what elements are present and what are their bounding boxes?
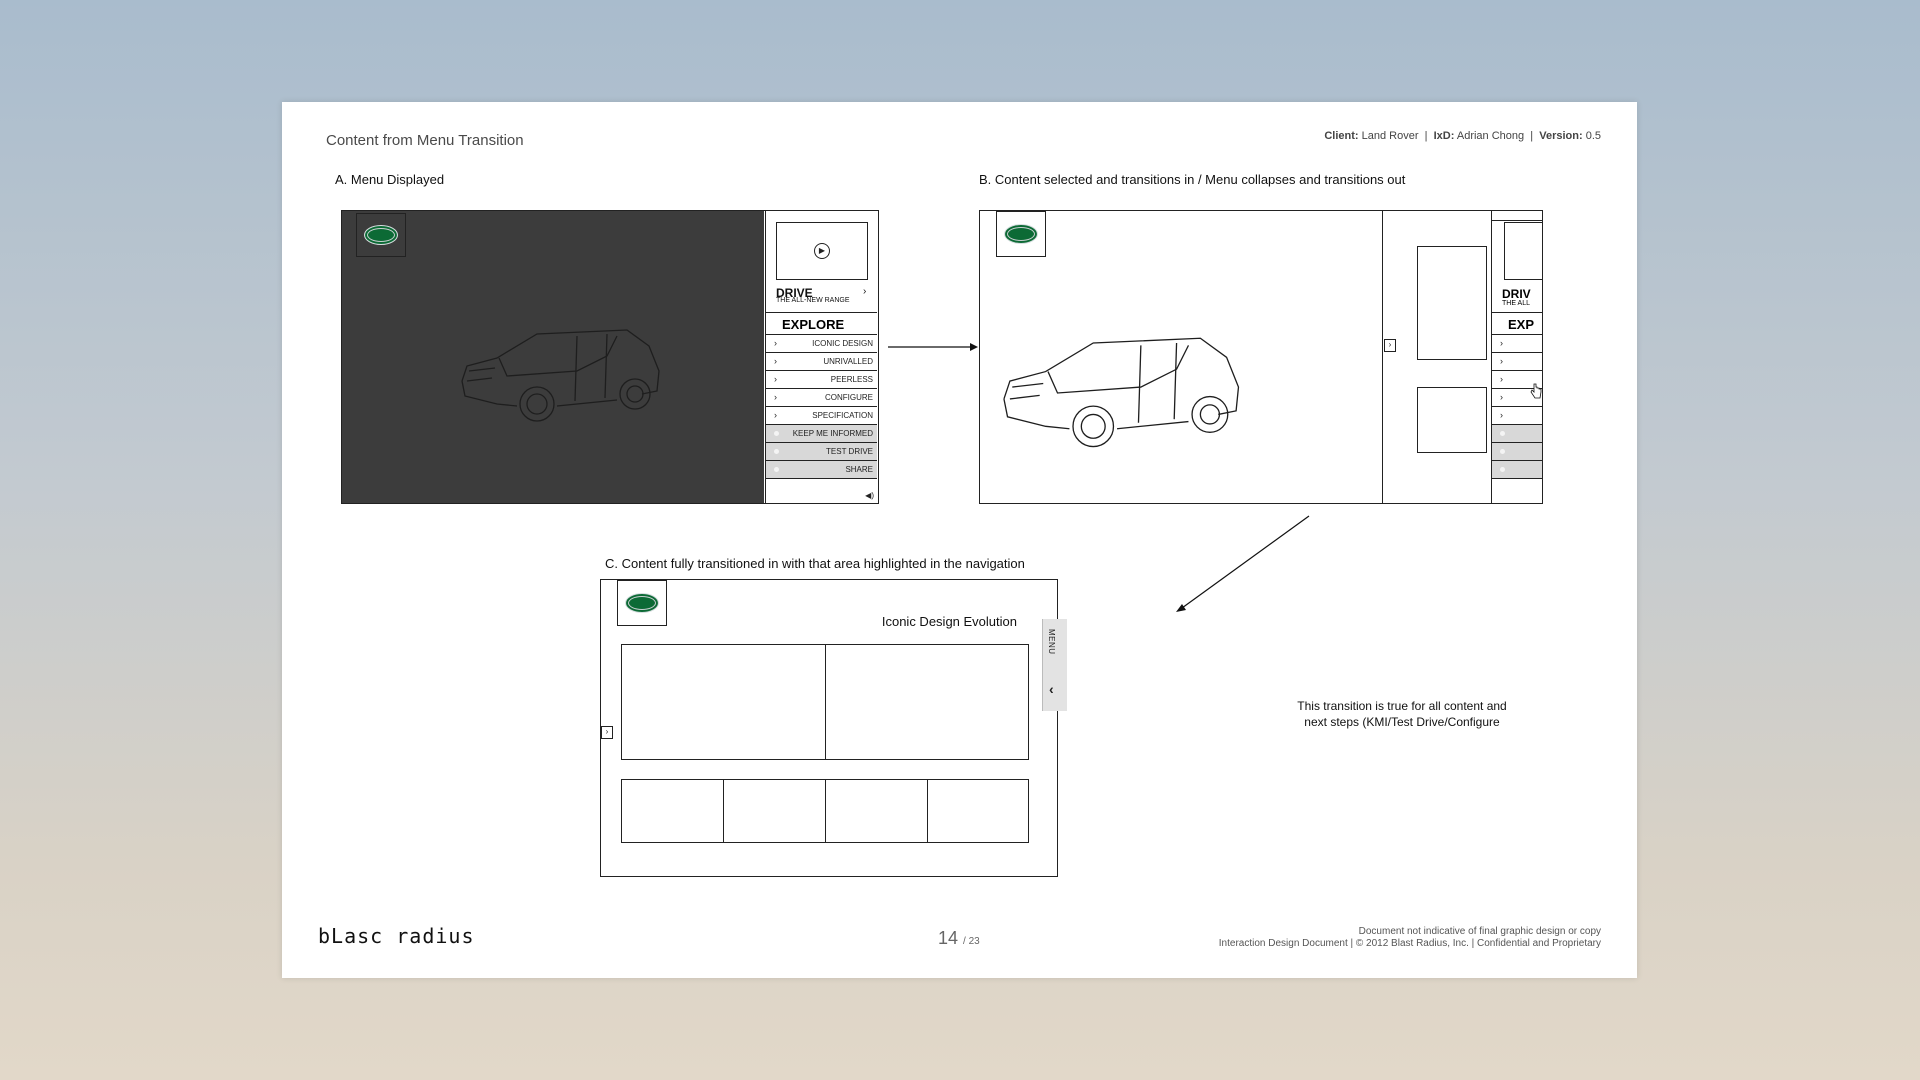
video-thumbnail[interactable] bbox=[1504, 222, 1542, 280]
menu-item[interactable] bbox=[1492, 407, 1542, 425]
explore-heading: EXPLORE bbox=[766, 312, 877, 335]
divider bbox=[825, 645, 826, 759]
video-thumbnail[interactable] bbox=[776, 222, 868, 280]
disclaimer-line: Interaction Design Document | © 2012 Blast Radius, Inc. | Confidential and Proprietary bbox=[1218, 938, 1601, 949]
drive-subtitle: THE ALL bbox=[1502, 300, 1531, 307]
version-label: Version: bbox=[1539, 130, 1583, 142]
expand-arrow-icon[interactable]: › bbox=[1384, 339, 1396, 352]
car-sketch-icon bbox=[457, 326, 667, 426]
logo-box bbox=[356, 213, 406, 257]
chevron-right-icon: › bbox=[774, 410, 777, 420]
panel-c-content-highlighted bbox=[600, 579, 1058, 877]
divider bbox=[1382, 211, 1383, 503]
note-line: This transition is true for all content and bbox=[1297, 699, 1507, 713]
menu-item[interactable] bbox=[1492, 461, 1542, 479]
note-line: next steps (KMI/Test Drive/Configure bbox=[1304, 715, 1500, 729]
drive-subtitle: THE ALL-NEW RANGE bbox=[776, 297, 850, 304]
menu-tab[interactable] bbox=[1042, 619, 1067, 711]
chevron-right-icon: › bbox=[1500, 410, 1503, 420]
menu-item-test-drive[interactable] bbox=[766, 443, 877, 461]
chevron-right-icon: › bbox=[1500, 356, 1503, 366]
hand-cursor-icon bbox=[1530, 383, 1542, 399]
menu-top-rule bbox=[1492, 211, 1542, 221]
speaker-icon[interactable]: ◀) bbox=[865, 491, 874, 500]
chevron-right-icon: › bbox=[1500, 374, 1503, 384]
ixd-label: IxD: bbox=[1433, 130, 1455, 142]
page-number bbox=[938, 928, 980, 949]
page-current: 14 bbox=[938, 928, 959, 948]
menu-item[interactable] bbox=[1492, 425, 1542, 443]
land-rover-logo-icon bbox=[625, 593, 659, 613]
menu-item[interactable] bbox=[1492, 443, 1542, 461]
chevron-right-icon: › bbox=[774, 374, 777, 384]
menu-item-unrivalled[interactable] bbox=[766, 353, 877, 371]
client-value: Land Rover bbox=[1361, 130, 1419, 142]
menu-item[interactable] bbox=[1492, 353, 1542, 371]
menu-item-share[interactable] bbox=[766, 461, 877, 479]
page-total: / 23 bbox=[963, 936, 980, 947]
explore-heading: EXP bbox=[1492, 312, 1542, 335]
document-page bbox=[282, 102, 1637, 978]
version-value: 0.5 bbox=[1585, 130, 1601, 142]
thumbnail-row bbox=[621, 779, 1029, 843]
land-rover-logo-icon bbox=[1004, 224, 1038, 244]
panel-a-menu-displayed bbox=[341, 210, 879, 504]
menu-item-configure[interactable] bbox=[766, 389, 877, 407]
play-icon[interactable]: ▶ bbox=[814, 243, 830, 259]
land-rover-logo-icon bbox=[364, 225, 398, 245]
chevron-right-icon: › bbox=[774, 392, 777, 402]
header-meta: Client: Land Rover | IxD: Adrian Chong | Version: 0.5 bbox=[1324, 130, 1601, 142]
divider bbox=[825, 780, 826, 842]
expand-arrow-icon[interactable]: › bbox=[601, 726, 613, 739]
car-sketch-icon bbox=[998, 333, 1248, 453]
transition-note bbox=[1252, 698, 1552, 730]
menu-item-label: CONFIGURE bbox=[825, 393, 873, 402]
menu-item-peerless[interactable] bbox=[766, 371, 877, 389]
menu-item-label: ICONIC DESIGN bbox=[812, 339, 873, 348]
panel-c-caption: C. Content fully transitioned in with that area highlighted in the navigation bbox=[605, 556, 1025, 571]
menu-item-label: SPECIFICATION bbox=[812, 411, 873, 420]
bullet-icon bbox=[1500, 431, 1505, 436]
page-title: Content from Menu Transition bbox=[326, 132, 524, 149]
arrow-b-to-c-icon bbox=[1172, 512, 1312, 614]
menu-item-keep-me-informed[interactable] bbox=[766, 425, 877, 443]
bullet-icon bbox=[774, 467, 779, 472]
ixd-value: Adrian Chong bbox=[1456, 130, 1525, 142]
dark-stage bbox=[342, 211, 764, 503]
menu-item[interactable] bbox=[1492, 335, 1542, 353]
disclaimer-line: Document not indicative of final graphic design or copy bbox=[1358, 926, 1601, 937]
bullet-icon bbox=[1500, 449, 1505, 454]
logo-box bbox=[996, 211, 1046, 257]
menu-tab-label: MENU bbox=[1047, 629, 1056, 655]
divider bbox=[723, 780, 724, 842]
drive-heading[interactable]: DRIVE bbox=[776, 286, 813, 300]
menu-item-label: PEERLESS bbox=[830, 375, 873, 384]
expanded-menu bbox=[765, 211, 878, 503]
blast-radius-logo: bLasc radius bbox=[318, 924, 475, 948]
menu-item-iconic-design[interactable] bbox=[766, 335, 877, 353]
chevron-right-icon: › bbox=[1500, 338, 1503, 348]
bullet-icon bbox=[774, 431, 779, 436]
chevron-right-icon: › bbox=[774, 338, 777, 348]
content-placeholder bbox=[1417, 387, 1487, 453]
chevron-right-icon: › bbox=[863, 286, 867, 297]
menu-item-label: KEEP ME INFORMED bbox=[792, 429, 873, 438]
arrow-a-to-b-icon bbox=[888, 340, 978, 354]
client-label: Client: bbox=[1324, 130, 1359, 142]
menu-item-label: SHARE bbox=[845, 465, 873, 474]
bullet-icon bbox=[1500, 467, 1505, 472]
panel-b-transition bbox=[979, 210, 1543, 504]
menu-item-label: TEST DRIVE bbox=[826, 447, 873, 456]
content-heading: Iconic Design Evolution bbox=[881, 614, 1017, 629]
chevron-right-icon: › bbox=[774, 356, 777, 366]
chevron-right-icon: › bbox=[1500, 392, 1503, 402]
collapsing-menu bbox=[1491, 211, 1542, 503]
logo-box bbox=[617, 580, 667, 626]
hero-content-block bbox=[621, 644, 1029, 760]
panel-b-caption: B. Content selected and transitions in / Menu collapses and transitions out bbox=[979, 172, 1406, 187]
menu-item-specification[interactable] bbox=[766, 407, 877, 425]
chevron-left-icon[interactable]: ‹ bbox=[1049, 681, 1054, 697]
divider bbox=[927, 780, 928, 842]
drive-heading[interactable]: DRIV bbox=[1502, 287, 1531, 301]
content-placeholder bbox=[1417, 246, 1487, 360]
footer-disclaimer bbox=[1219, 926, 1601, 950]
menu-item-label: UNRIVALLED bbox=[823, 357, 873, 366]
panel-a-caption: A. Menu Displayed bbox=[335, 172, 445, 187]
bullet-icon bbox=[774, 449, 779, 454]
